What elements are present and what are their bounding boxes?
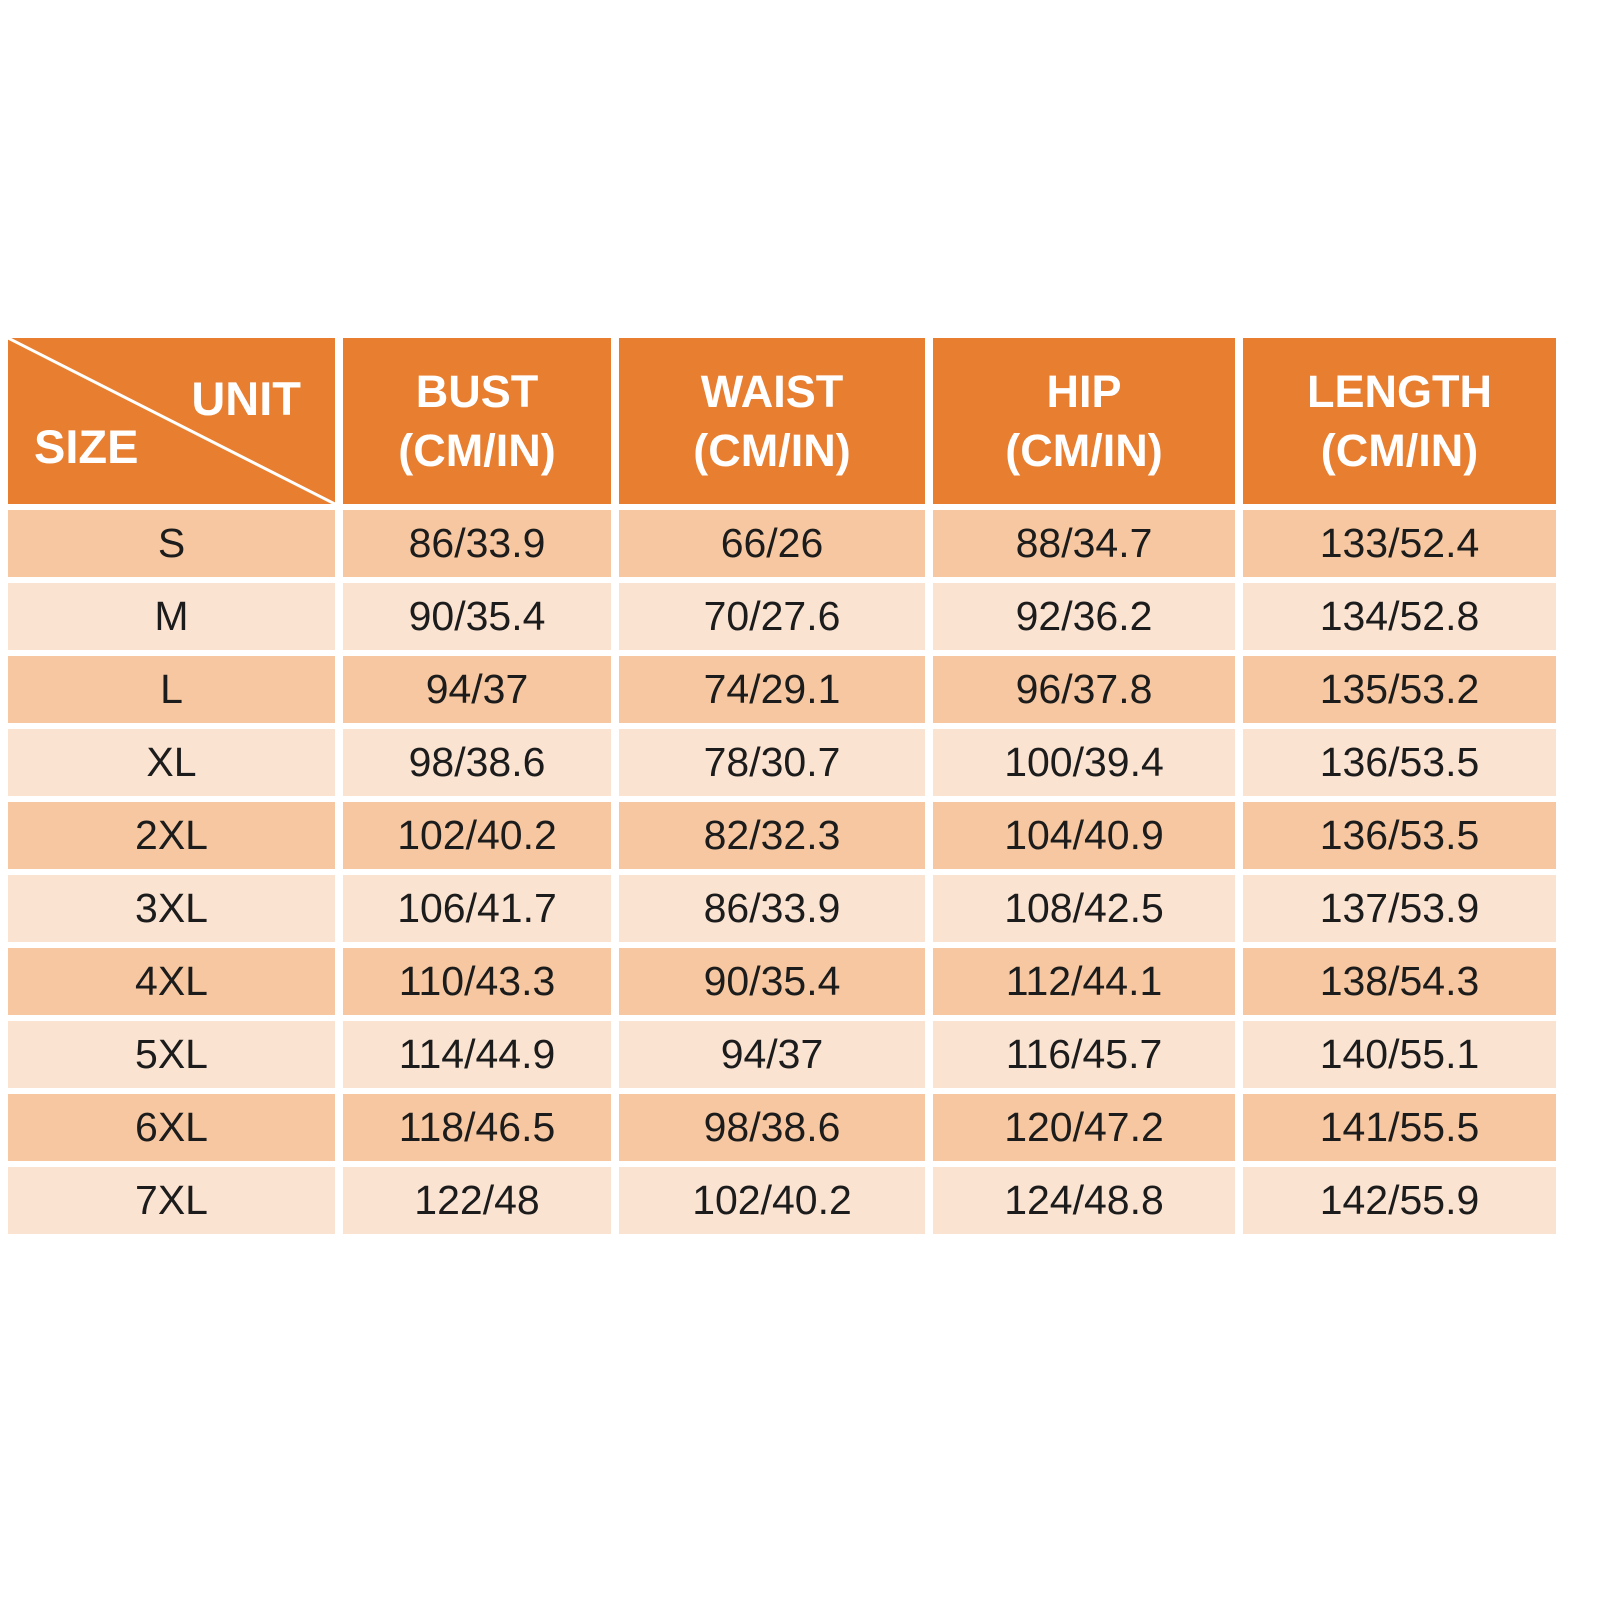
cell-size: 7XL — [8, 1167, 335, 1234]
cell-length: 134/52.8 — [1243, 583, 1556, 650]
table-body — [8, 510, 1556, 1234]
cell-waist: 98/38.6 — [619, 1094, 925, 1161]
cell-size: 4XL — [8, 948, 335, 1015]
cell-bust: 102/40.2 — [343, 802, 611, 869]
table-row — [8, 510, 1556, 577]
table-row — [8, 948, 1556, 1015]
cell-bust: 98/38.6 — [343, 729, 611, 796]
cell-hip: 120/47.2 — [933, 1094, 1235, 1161]
cell-hip: 92/36.2 — [933, 583, 1235, 650]
cell-hip: 112/44.1 — [933, 948, 1235, 1015]
column-unit: (CM/IN) — [1005, 425, 1163, 476]
corner-header-cell — [8, 338, 335, 504]
table-row — [8, 802, 1556, 869]
cell-length: 141/55.5 — [1243, 1094, 1556, 1161]
column-title: LENGTH — [1307, 365, 1492, 417]
cell-bust: 118/46.5 — [343, 1094, 611, 1161]
table-row — [8, 1167, 1556, 1234]
cell-hip: 116/45.7 — [933, 1021, 1235, 1088]
column-header-bust — [343, 338, 611, 504]
corner-size-label: SIZE — [34, 419, 139, 473]
cell-length: 133/52.4 — [1243, 510, 1556, 577]
cell-hip: 100/39.4 — [933, 729, 1235, 796]
cell-size: 3XL — [8, 875, 335, 942]
cell-length: 136/53.5 — [1243, 802, 1556, 869]
cell-size: XL — [8, 729, 335, 796]
cell-hip: 124/48.8 — [933, 1167, 1235, 1234]
cell-bust: 110/43.3 — [343, 948, 611, 1015]
cell-waist: 102/40.2 — [619, 1167, 925, 1234]
cell-hip: 108/42.5 — [933, 875, 1235, 942]
cell-hip: 88/34.7 — [933, 510, 1235, 577]
table-row — [8, 729, 1556, 796]
header-row — [8, 338, 1556, 504]
column-title: WAIST — [700, 365, 844, 417]
cell-bust: 106/41.7 — [343, 875, 611, 942]
cell-size: 2XL — [8, 802, 335, 869]
cell-length: 136/53.5 — [1243, 729, 1556, 796]
column-header-waist — [619, 338, 925, 504]
table-header — [8, 338, 1556, 504]
cell-hip: 104/40.9 — [933, 802, 1235, 869]
column-title: BUST — [415, 365, 539, 417]
cell-size: 5XL — [8, 1021, 335, 1088]
table-row — [8, 1021, 1556, 1088]
column-header-hip — [933, 338, 1235, 504]
size-chart — [0, 332, 1564, 1240]
table-row — [8, 1094, 1556, 1161]
column-unit: (CM/IN) — [693, 425, 851, 476]
cell-waist: 86/33.9 — [619, 875, 925, 942]
cell-waist: 66/26 — [619, 510, 925, 577]
column-unit: (CM/IN) — [1320, 425, 1479, 476]
table-row — [8, 656, 1556, 723]
table-row — [8, 583, 1556, 650]
column-unit: (CM/IN) — [398, 425, 556, 476]
size-chart-table — [0, 332, 1564, 1240]
column-title: HIP — [1046, 365, 1122, 417]
cell-length: 140/55.1 — [1243, 1021, 1556, 1088]
cell-size: S — [8, 510, 335, 577]
cell-bust: 86/33.9 — [343, 510, 611, 577]
cell-waist: 82/32.3 — [619, 802, 925, 869]
cell-bust: 122/48 — [343, 1167, 611, 1234]
cell-waist: 74/29.1 — [619, 656, 925, 723]
cell-length: 142/55.9 — [1243, 1167, 1556, 1234]
cell-hip: 96/37.8 — [933, 656, 1235, 723]
cell-length: 138/54.3 — [1243, 948, 1556, 1015]
cell-waist: 90/35.4 — [619, 948, 925, 1015]
cell-size: M — [8, 583, 335, 650]
cell-length: 137/53.9 — [1243, 875, 1556, 942]
corner-unit-label: UNIT — [191, 372, 301, 425]
cell-waist: 78/30.7 — [619, 729, 925, 796]
cell-bust: 90/35.4 — [343, 583, 611, 650]
cell-length: 135/53.2 — [1243, 656, 1556, 723]
cell-bust: 94/37 — [343, 656, 611, 723]
cell-waist: 94/37 — [619, 1021, 925, 1088]
column-header-length — [1243, 338, 1556, 504]
cell-bust: 114/44.9 — [343, 1021, 611, 1088]
cell-size: 6XL — [8, 1094, 335, 1161]
cell-size: L — [8, 656, 335, 723]
cell-waist: 70/27.6 — [619, 583, 925, 650]
table-row — [8, 875, 1556, 942]
